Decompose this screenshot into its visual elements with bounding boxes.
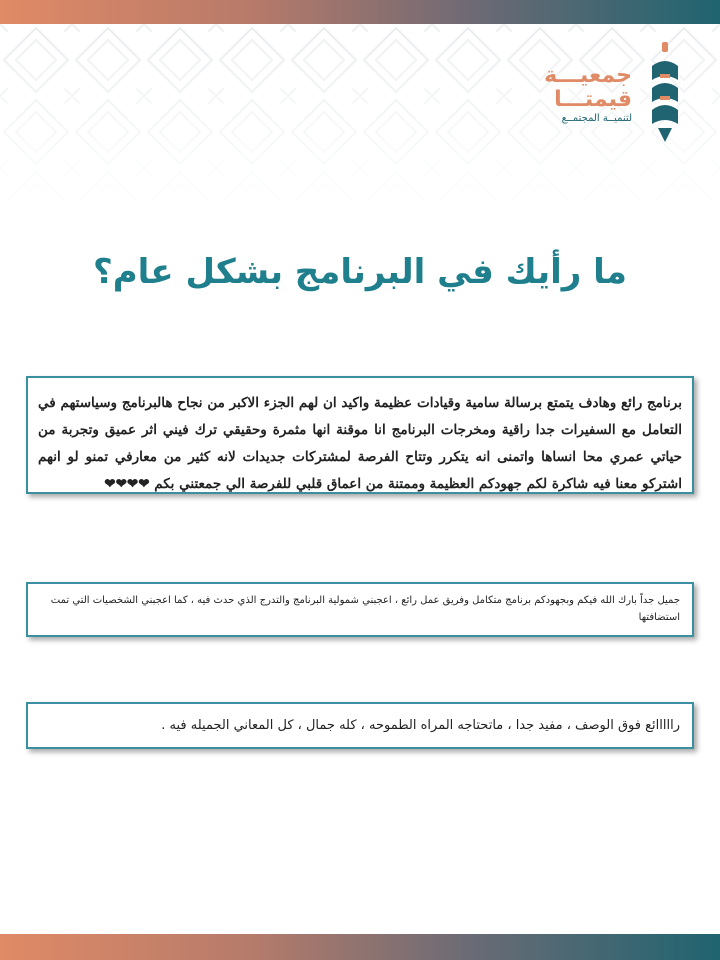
logo-line-3: لتنميــة المجتمــع	[561, 113, 632, 124]
logo-line-1: جمعيـــة	[544, 63, 632, 88]
qimatna-logo-icon	[548, 36, 698, 156]
comment-box-2	[26, 582, 694, 637]
page-title: ما رأيك في البرنامج بشكل عام؟	[93, 252, 627, 292]
comment-box-3	[26, 702, 694, 749]
logo-line-2: قيمتـــا	[554, 87, 632, 112]
comment-text-1: برنامج رائع وهادف يتمتع برسالة سامية وقيادات عظيمة واكيد ان لهم الجزء الاكبر من نجاح هالبرنامج وسياستهم في التعامل مع السفيرات جدا راقية ومخرجات البرنامج انا موقنة انها مثمرة وحقيقي ترك فيني اثر عميق وتجربة من حياتي عمري محا انساها واتمنى انه يتكرر وتتاح الفرصة لمشتركات جديدات لانه كثير من معارفي تمنو لو انهم اشتركو معنا فيه شاكرة لكم جهودكم العظيمة وممتنة من اعماق قلبي للفرصة الي جمعتني بكم ❤❤❤❤	[38, 395, 682, 492]
comment-text-2: جميل جداً بارك الله فيكم وبجهودكم برنامج متكامل وفريق عمل رائع ، اعجبني شمولية البرنامج والتدرج الذي حدث فيه ، كما اعجبني الشخصيات التي تمت استضافتها	[50, 595, 680, 623]
comment-box-1	[26, 376, 694, 494]
bottom-gradient-bar	[0, 934, 720, 960]
comment-text-3: رااااائع فوق الوصف ، مفيد جدا ، ماتحتاجه المراه الطموحه ، كله جمال ، كل المعاني الجميله فيه .	[161, 718, 680, 733]
top-gradient-bar	[0, 0, 720, 24]
